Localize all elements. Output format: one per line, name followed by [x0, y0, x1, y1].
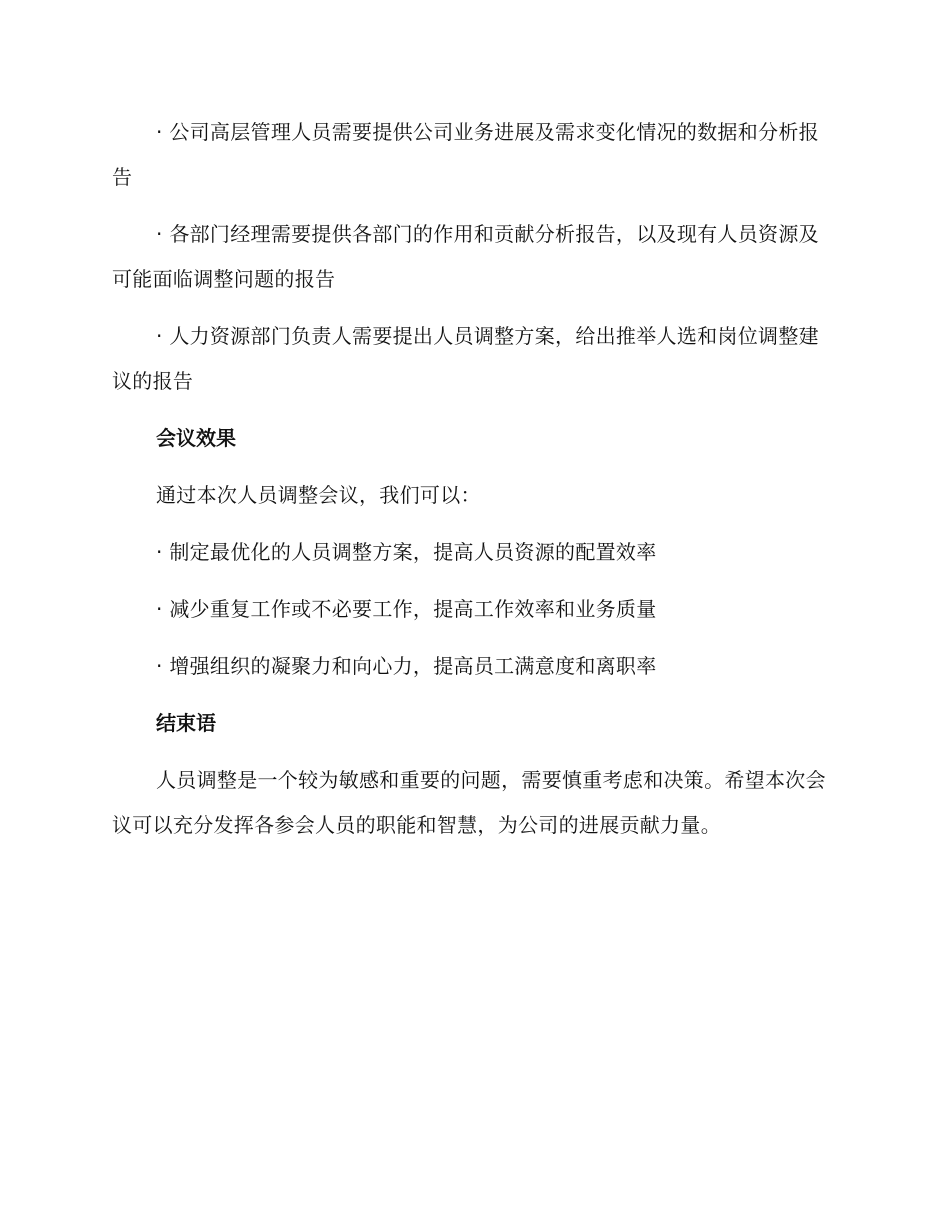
closing-paragraph: 人员调整是一个较为敏感和重要的问题，需要慎重考虑和决策。希望本次会议可以充分发挥各参会人员的职能和智慧，为公司的进展贡献力量。 — [112, 768, 826, 837]
report-requirement-item: · 人力资源部门负责人需要提出人员调整方案，给出推举人选和岗位调整建议的报告 — [112, 324, 819, 393]
effects-lead-paragraph: 通过本次人员调整会议，我们可以： — [156, 483, 481, 507]
effects-item: · 减少重复工作或不必要工作，提高工作效率和业务质量 — [156, 597, 657, 621]
effects-item: · 增强组织的凝聚力和向心力，提高员工满意度和离职率 — [156, 654, 657, 678]
section-heading-effects: 会议效果 — [156, 426, 236, 450]
document-body — [112, 110, 832, 848]
report-requirement-item: · 公司高层管理人员需要提供公司业务进展及需求变化情况的数据和分析报告 — [112, 120, 819, 189]
section-heading-closing: 结束语 — [156, 711, 216, 735]
report-requirement-item: · 各部门经理需要提供各部门的作用和贡献分析报告，以及现有人员资源及可能面临调整问题的报告 — [112, 222, 819, 291]
effects-item: · 制定最优化的人员调整方案，提高人员资源的配置效率 — [156, 540, 657, 564]
